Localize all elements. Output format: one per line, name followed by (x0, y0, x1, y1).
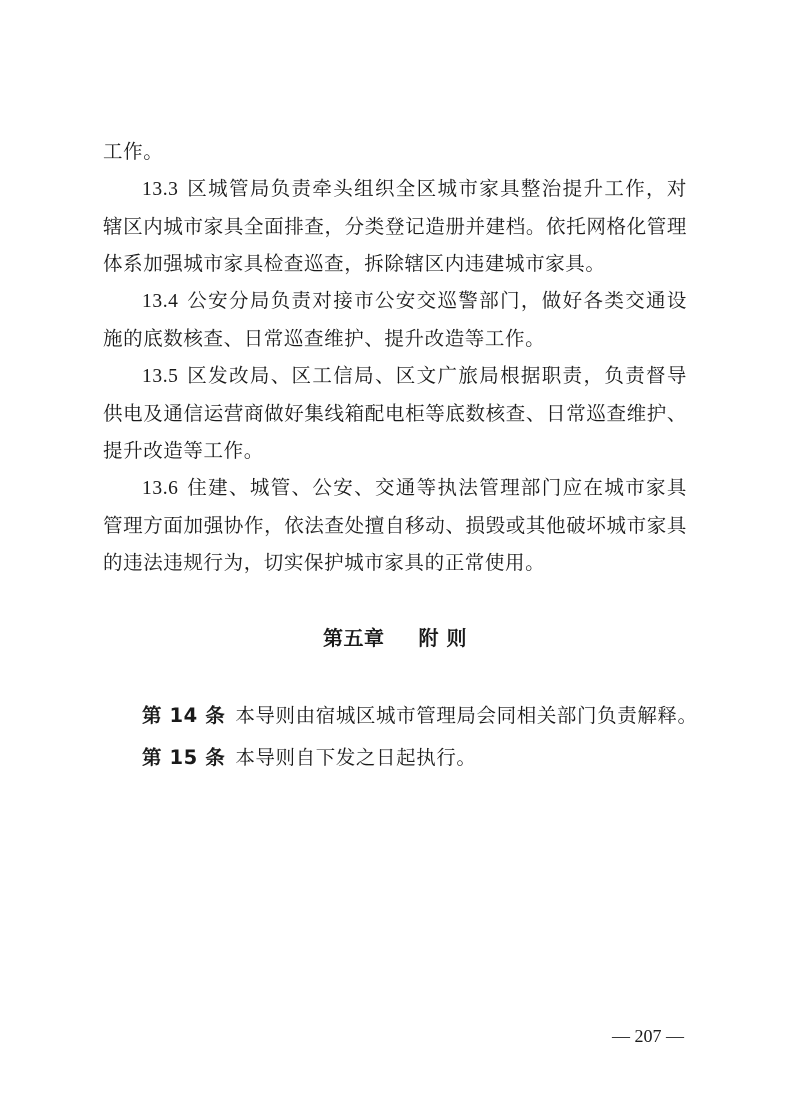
paragraph-text: 区城管局负责牵头组织全区城市家具整治提升工作，对辖区内城市家具全面排查，分类登记造册并建档。依托网格化管理体系加强城市家具检查巡查，拆除辖区内违建城市家具。 (103, 177, 687, 275)
paragraph-13-4 (103, 282, 687, 357)
article-15 (142, 737, 698, 779)
paragraph-text: 公安分局负责对接市公安交巡警部门，做好各类交通设施的底数核查、日常巡查维护、提升改造等工作。 (103, 289, 687, 350)
clause-number: 13.4 (142, 291, 179, 312)
paragraph-13-5 (103, 357, 687, 469)
paragraph-13-3 (103, 170, 687, 282)
article-label: 第 14 条 (142, 704, 226, 727)
article-14 (142, 695, 698, 737)
chapter-number: 第五章 (323, 626, 385, 650)
page-number: — 207 — (612, 1026, 684, 1046)
paragraph-continuation (103, 133, 687, 170)
article-text: 本导则自下发之日起执行。 (235, 746, 477, 769)
body-text (103, 133, 687, 581)
article-label: 第 15 条 (142, 746, 226, 769)
chapter-heading (0, 622, 790, 651)
paragraph-text: 工作。 (103, 140, 164, 163)
articles (142, 695, 698, 779)
clause-number: 13.5 (142, 366, 179, 387)
article-text: 本导则由宿城区城市管理局会同相关部门负责解释。 (235, 704, 698, 727)
chapter-title: 附 则 (418, 626, 467, 650)
clause-number: 13.3 (142, 179, 179, 200)
paragraph-text: 住建、城管、公安、交通等执法管理部门应在城市家具管理方面加强协作，依法查处擅自移动、损毁或其他破坏城市家具的违法违规行为，切实保护城市家具的正常使用。 (103, 476, 687, 574)
paragraph-13-6 (103, 469, 687, 581)
paragraph-text: 区发改局、区工信局、区文广旅局根据职责，负责督导供电及通信运营商做好集线箱配电柜等底数核查、日常巡查维护、提升改造等工作。 (103, 364, 687, 462)
clause-number: 13.6 (142, 478, 179, 499)
